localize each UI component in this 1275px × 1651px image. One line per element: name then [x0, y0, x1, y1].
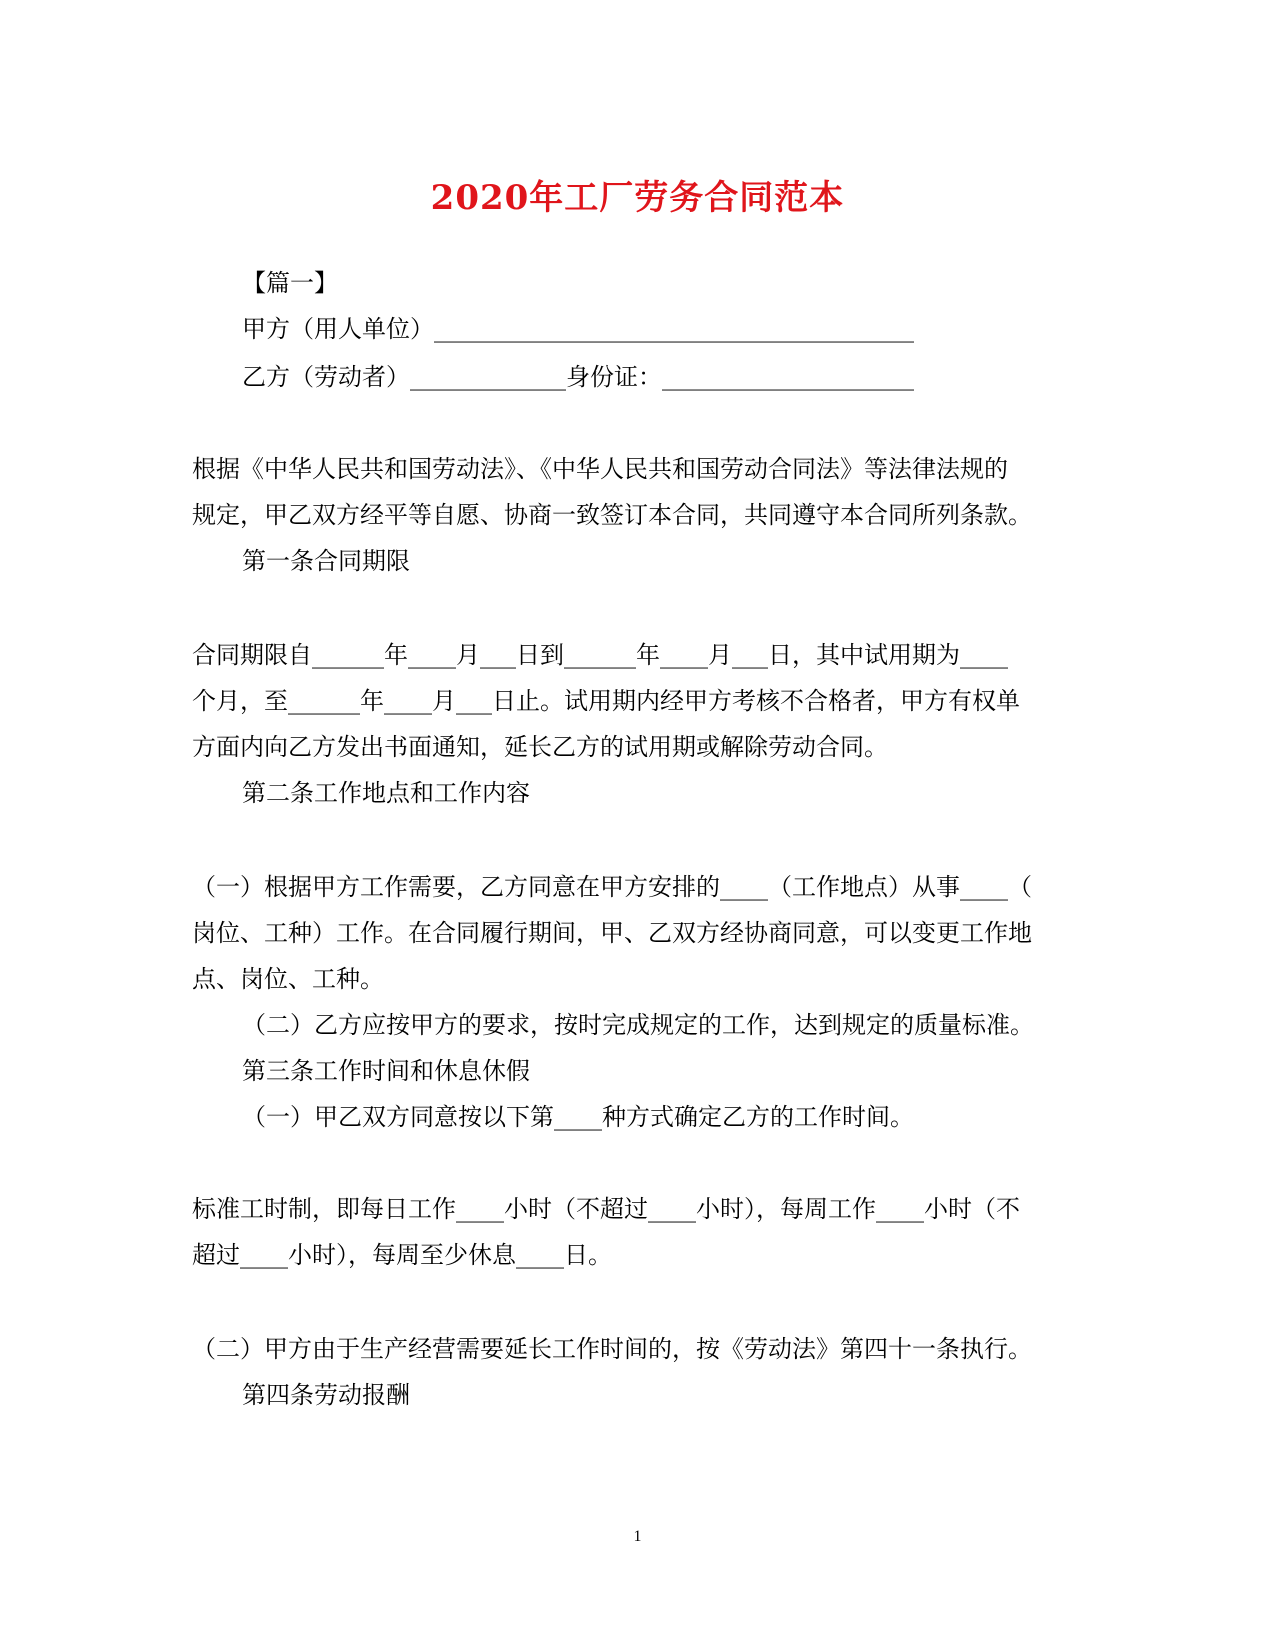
- body-line: 点、岗位、工种。: [192, 965, 384, 993]
- article-heading: 第一条合同期限: [242, 547, 410, 575]
- section-label: 【篇一】: [242, 269, 338, 297]
- body-line: 个月，至______年____月___日止。试用期内经甲方考核不合格者，甲方有权单: [192, 687, 1020, 715]
- body-line: 超过____小时），每周至少休息____日。: [192, 1241, 612, 1269]
- body-line: （一）甲乙双方同意按以下第____种方式确定乙方的工作时间。: [242, 1103, 914, 1131]
- page-number: 1: [633, 1528, 642, 1545]
- party-a-line: 甲方（用人单位）________________________________________: [242, 315, 914, 343]
- party-b-line: 乙方（劳动者）_____________身份证：_____________________: [242, 363, 914, 391]
- article-heading: 第三条工作时间和休息休假: [242, 1057, 530, 1085]
- body-line: 规定，甲乙双方经平等自愿、协商一致签订本合同，共同遵守本合同所列条款。: [192, 501, 1032, 529]
- article-heading: 第四条劳动报酬: [242, 1381, 410, 1409]
- body-line: 根据《中华人民共和国劳动法》、《中华人民共和国劳动合同法》等法律法规的: [192, 455, 1008, 483]
- body-line: （二）乙方应按甲方的要求，按时完成规定的工作，达到规定的质量标准。: [242, 1011, 1034, 1039]
- body-line: 标准工时制，即每日工作____小时（不超过____小时），每周工作____小时（不: [192, 1195, 1020, 1223]
- body-line: （二）甲方由于生产经营需要延长工作时间的，按《劳动法》第四十一条执行。: [192, 1335, 1032, 1363]
- article-heading: 第二条工作地点和工作内容: [242, 779, 530, 807]
- body-line: （一）根据甲方工作需要，乙方同意在甲方安排的____（工作地点）从事____（: [192, 873, 1032, 901]
- body-line: 方面内向乙方发出书面通知，延长乙方的试用期或解除劳动合同。: [192, 733, 888, 761]
- body-line: 合同期限自______年____月___日到______年____月___日，其中试用期为____: [192, 641, 1008, 669]
- body-line: 岗位、工种）工作。在合同履行期间，甲、乙双方经协商同意，可以变更工作地: [192, 919, 1032, 947]
- document-title: 2020年工厂劳务合同范本: [430, 178, 845, 218]
